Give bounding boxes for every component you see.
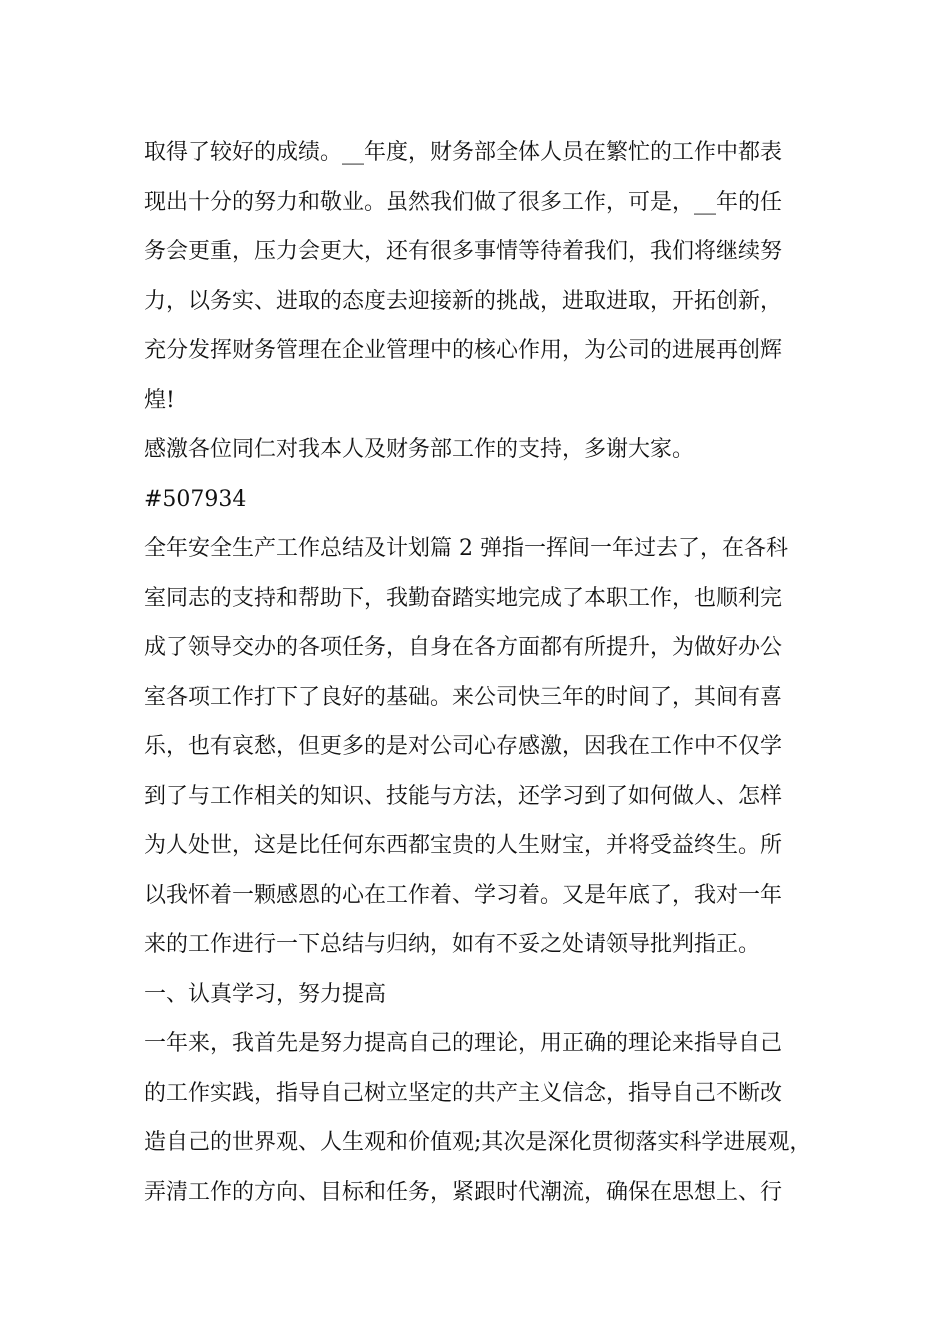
text-line: 到了与工作相关的知识、技能与方法，还学习到了如何做人、怎样 [144, 783, 783, 809]
text-line: 煌! [144, 387, 175, 413]
document-body [144, 128, 844, 1217]
text-line: 充分发挥财务管理在企业管理中的核心作用，为公司的进展再创辉 [144, 338, 783, 363]
text-line: 取得了较好的成绩。__年度，财务部全体人员在繁忙的工作中都表 [144, 140, 783, 165]
text-line: 造自己的世界观、人生观和价值观;其次是深化贯彻落实科学进展观， [144, 1130, 812, 1155]
text-line: 以我怀着一颗感恩的心在工作着、学习着。又是年底了，我对一年 [144, 882, 783, 908]
text-line: 成了领导交办的各项任务，自身在各方面都有所提升，为做好办公 [144, 635, 783, 660]
text-line: 为人处世，这是比任何东西都宝贵的人生财宝，并将受益终生。所 [144, 833, 783, 858]
text-line: 务会更重，压力会更大，还有很多事情等待着我们，我们将继续努 [144, 239, 783, 264]
text-line: 室同志的支持和帮助下，我勤奋踏实地完成了本职工作，也顺利完 [144, 585, 783, 611]
text-line: 室各项工作打下了良好的基础。来公司快三年的时间了，其间有喜 [144, 684, 783, 710]
text-line: 乐，也有哀愁，但更多的是对公司心存感激，因我在工作中不仅学 [144, 734, 783, 759]
text-line: 全年安全生产工作总结及计划篇 2 弹指一挥间一年过去了，在各科 [144, 536, 788, 561]
document-id: #507934 [144, 486, 247, 512]
text-line: 感激各位同仁对我本人及财务部工作的支持，多谢大家。 [144, 437, 695, 462]
text-line: 现出十分的努力和敬业。虽然我们做了很多工作，可是，__年的任 [144, 189, 783, 215]
section-heading: 一、认真学习，努力提高 [144, 981, 387, 1007]
text-line: 来的工作进行一下总结与归纳，如有不妥之处请领导批判指正。 [144, 932, 761, 957]
text-line: 的工作实践，指导自己树立坚定的共产主义信念，指导自己不断改 [144, 1080, 783, 1106]
text-line: 力，以务实、进取的态度去迎接新的挑战，进取进取，开拓创新， [144, 288, 783, 314]
text-line: 弄清工作的方向、目标和任务，紧跟时代潮流，确保在思想上、行 [144, 1179, 783, 1205]
text-line: 一年来，我首先是努力提高自己的理论，用正确的理论来指导自己 [144, 1031, 783, 1056]
